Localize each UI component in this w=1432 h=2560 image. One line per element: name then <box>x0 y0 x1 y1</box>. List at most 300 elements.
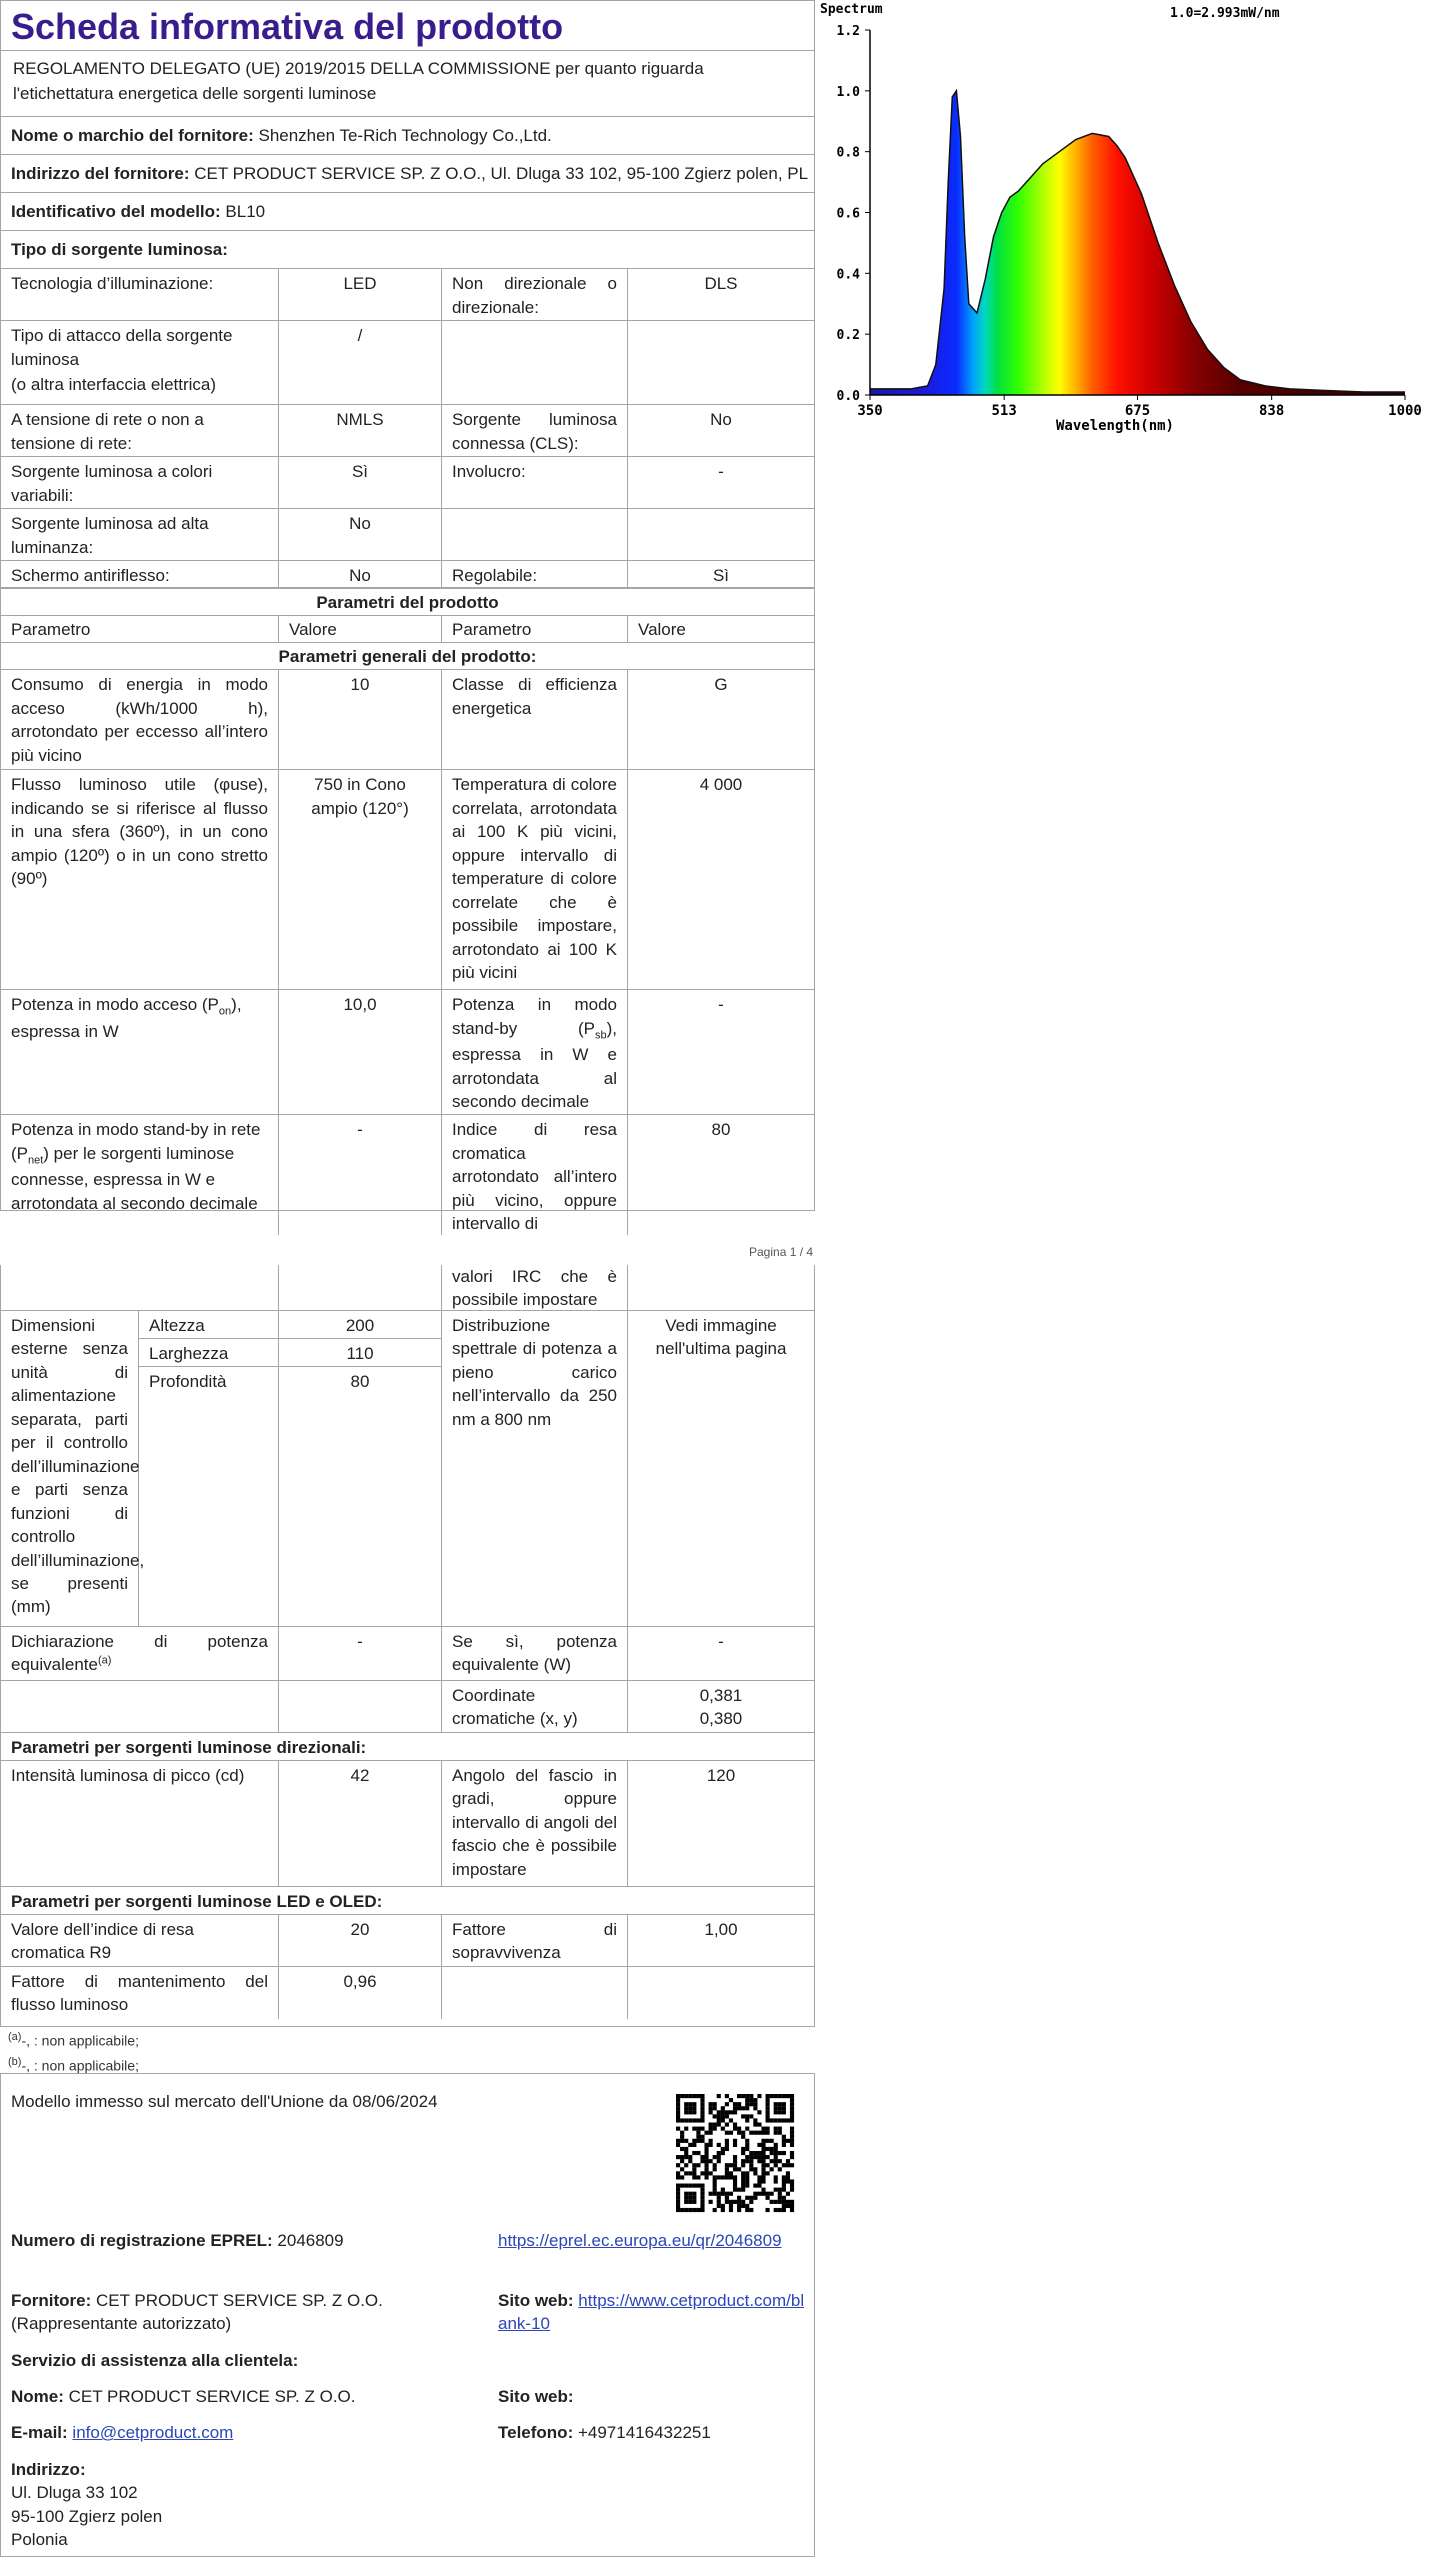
qr-module <box>761 2155 765 2159</box>
website-label: Sito web: <box>498 2291 574 2310</box>
qr-module <box>713 2192 717 2196</box>
row-label: Involucro: <box>442 457 628 508</box>
qr-module <box>737 2204 741 2208</box>
qr-module <box>717 2143 721 2147</box>
qr-module <box>741 2175 745 2179</box>
row-label <box>442 321 628 404</box>
qr-module <box>778 2151 782 2155</box>
qr-module <box>757 2192 761 2196</box>
qr-module <box>680 2167 684 2171</box>
qr-module <box>725 2139 729 2143</box>
row-label: Fattore di mantenimento del flusso luminoso <box>1 1967 279 2019</box>
registration-footer <box>0 2073 815 2557</box>
qr-module <box>757 2110 761 2114</box>
eprel-label: Numero di registrazione EPREL: <box>11 2231 273 2250</box>
qr-module <box>774 2110 778 2114</box>
qr-module <box>774 2147 778 2151</box>
qr-module <box>733 2159 737 2163</box>
qr-module <box>741 2135 745 2139</box>
qr-module <box>778 2188 782 2192</box>
qr-module <box>717 2118 721 2122</box>
row-value: 1,00 <box>704 1920 738 1939</box>
qr-module <box>766 2110 770 2114</box>
qr-module <box>778 2106 782 2110</box>
qr-module <box>741 2171 745 2175</box>
qr-module <box>778 2131 782 2135</box>
qr-module <box>737 2127 741 2131</box>
qr-module <box>721 2188 725 2192</box>
qr-module <box>741 2106 745 2110</box>
qr-module <box>745 2204 749 2208</box>
col-header-param: Parametro <box>442 616 628 642</box>
qr-module <box>729 2208 733 2212</box>
qr-module <box>753 2192 757 2196</box>
row-label: Potenza in modo stand-by $(P_{sb})$, espressa in W e arrotondata al secondo decimale <box>442 990 628 1114</box>
qr-module <box>676 2106 680 2110</box>
email-link[interactable]: info@cetproduct.com <box>72 2423 234 2442</box>
qr-module <box>700 2094 704 2098</box>
qr-module <box>766 2208 770 2212</box>
qr-module <box>733 2143 737 2147</box>
row-value: 10 <box>279 670 442 769</box>
row-value: G <box>714 675 728 695</box>
qr-module <box>782 2135 786 2139</box>
footnote-a: $^{(a)}$-, : non applicabile; <box>8 2031 139 2049</box>
qr-module <box>774 2163 778 2167</box>
qr-module <box>676 2094 680 2098</box>
qr-module <box>766 2094 770 2098</box>
chart-annotation: 1.0=2.993mW/nm <box>1170 6 1280 21</box>
qr-module <box>770 2094 774 2098</box>
depth-label: Profondità <box>139 1367 279 1626</box>
table-row <box>1 405 814 457</box>
qr-module <box>749 2114 753 2118</box>
row-value: DLS <box>704 274 738 294</box>
qr-module <box>692 2110 696 2114</box>
qr-module <box>700 2102 704 2106</box>
supplier-name-row <box>1 117 814 155</box>
qr-module <box>745 2159 749 2163</box>
qr-module <box>745 2171 749 2175</box>
qr-module <box>770 2147 774 2151</box>
y-tick-label: 0.0 <box>836 389 860 404</box>
row-value: No <box>279 561 442 587</box>
row-label: Se sì, potenza equivalente (W) <box>442 1627 628 1680</box>
qr-module <box>790 2155 794 2159</box>
qr-module <box>761 2192 765 2196</box>
qr-module <box>741 2131 745 2135</box>
row-label: Indice di resa cromatica arrotondato all’intero più vicino, oppure intervallo di <box>442 1115 628 1235</box>
qr-module <box>709 2127 713 2131</box>
qr-module <box>753 2122 757 2126</box>
qr-module <box>782 2179 786 2183</box>
qr-module <box>745 2184 749 2188</box>
source-type-heading: Tipo di sorgente luminosa: <box>11 240 228 260</box>
qr-module <box>692 2163 696 2167</box>
qr-module <box>782 2175 786 2179</box>
x-axis-label: Wavelength(nm) <box>1055 418 1175 434</box>
led-heading: Parametri per sorgenti luminose LED e OLED: <box>11 1892 383 1911</box>
qr-module <box>688 2094 692 2098</box>
qr-module <box>700 2155 704 2159</box>
qr-module <box>790 2094 794 2098</box>
qr-module <box>741 2163 745 2167</box>
qr-module <box>749 2167 753 2171</box>
model-label: Identificativo del modello: <box>11 202 221 222</box>
qr-module <box>676 2175 680 2179</box>
qr-module <box>704 2167 708 2171</box>
qr-module <box>721 2114 725 2118</box>
qr-module <box>725 2110 729 2114</box>
qr-module <box>700 2171 704 2175</box>
qr-module <box>700 2135 704 2139</box>
qr-module <box>692 2167 696 2171</box>
qr-module <box>709 2159 713 2163</box>
qr-module <box>766 2106 770 2110</box>
qr-module <box>676 2204 680 2208</box>
qr-module <box>725 2122 729 2126</box>
qr-module <box>778 2192 782 2196</box>
qr-module <box>761 2139 765 2143</box>
qr-module <box>713 2179 717 2183</box>
qr-module <box>688 2200 692 2204</box>
qr-module <box>725 2192 729 2196</box>
qr-module <box>749 2151 753 2155</box>
qr-module <box>684 2094 688 2098</box>
qr-module <box>725 2196 729 2200</box>
qr-module <box>696 2131 700 2135</box>
document-title: Scheda informativa del prodotto <box>11 6 564 47</box>
qr-module <box>717 2175 721 2179</box>
qr-module <box>782 2163 786 2167</box>
qr-module <box>753 2106 757 2110</box>
qr-module <box>741 2204 745 2208</box>
qr-module <box>766 2127 770 2131</box>
qr-module <box>721 2192 725 2196</box>
qr-module <box>704 2171 708 2175</box>
row-label: Non direzionale o direzionale: <box>442 269 628 320</box>
qr-module <box>700 2200 704 2204</box>
address-label: Indirizzo: <box>11 2460 86 2479</box>
qr-module <box>741 2159 745 2163</box>
height-label: Altezza <box>139 1311 279 1338</box>
qr-module <box>721 2175 725 2179</box>
qr-module <box>717 2155 721 2159</box>
row-label: Classe di efficienza energetica <box>442 670 628 769</box>
qr-module <box>790 2179 794 2183</box>
qr-module <box>737 2196 741 2200</box>
model-value: BL10 <box>225 202 266 222</box>
dimensions-row <box>1 1311 814 1627</box>
qr-module <box>713 2175 717 2179</box>
row-value: LED <box>279 269 442 320</box>
qr-module <box>725 2163 729 2167</box>
qr-module <box>757 2151 761 2155</box>
qr-module <box>745 2208 749 2212</box>
qr-module <box>676 2163 680 2167</box>
qr-module <box>692 2208 696 2212</box>
qr-module <box>729 2200 733 2204</box>
qr-module <box>753 2167 757 2171</box>
qr-module <box>761 2188 765 2192</box>
y-tick-label: 1.2 <box>836 24 860 39</box>
qr-module <box>688 2118 692 2122</box>
qr-module <box>721 2204 725 2208</box>
qr-module <box>696 2139 700 2143</box>
row-label: valori IRC che è possibile impostare <box>442 1265 628 1310</box>
qr-module <box>696 2127 700 2131</box>
col-header-param: Parametro <box>1 616 279 642</box>
qr-module <box>790 2204 794 2208</box>
table-row <box>1 670 814 770</box>
table-row <box>1 561 814 589</box>
qr-module <box>778 2110 782 2114</box>
qr-module <box>782 2118 786 2122</box>
qr-module <box>745 2118 749 2122</box>
qr-code[interactable] <box>676 2094 794 2212</box>
qr-module <box>766 2155 770 2159</box>
qr-module <box>786 2179 790 2183</box>
qr-module <box>713 2184 717 2188</box>
qr-module <box>700 2192 704 2196</box>
qr-module <box>696 2118 700 2122</box>
qr-module <box>684 2151 688 2155</box>
table-row <box>1 1967 814 2019</box>
qr-module <box>766 2171 770 2175</box>
qr-module <box>761 2171 765 2175</box>
eprel-link[interactable]: https://eprel.ec.europa.eu/qr/2046809 <box>498 2231 782 2250</box>
qr-module <box>725 2102 729 2106</box>
qr-module <box>766 2118 770 2122</box>
y-tick-label: 0.4 <box>836 267 860 283</box>
qr-module <box>733 2200 737 2204</box>
qr-module <box>778 2118 782 2122</box>
qr-module <box>684 2106 688 2110</box>
qr-module <box>786 2118 790 2122</box>
qr-module <box>790 2188 794 2192</box>
qr-module <box>680 2139 684 2143</box>
qr-module <box>680 2159 684 2163</box>
qr-module <box>766 2196 770 2200</box>
qr-module <box>692 2171 696 2175</box>
row-label: Angolo del fascio in gradi, oppure intervallo di angoli del fascio che è possibile impostare <box>442 1761 628 1886</box>
qr-module <box>786 2163 790 2167</box>
qr-module <box>761 2159 765 2163</box>
qr-module <box>741 2200 745 2204</box>
row-label: Consumo di energia in modo acceso (kWh/1000 h), arrotondato per eccesso all’intero più vicino <box>1 670 279 769</box>
row-label: Fattore di sopravvivenza <box>442 1915 628 1966</box>
depth-value: 80 <box>350 1372 370 1391</box>
qr-module <box>782 2106 786 2110</box>
qr-module <box>790 2200 794 2204</box>
row-label: Sorgente luminosa connessa (CLS): <box>442 405 628 456</box>
row-value: 10,0 <box>279 990 442 1114</box>
phone-value: +4971416432251 <box>577 2423 711 2442</box>
qr-module <box>692 2184 696 2188</box>
qr-module <box>680 2094 684 2098</box>
qr-module <box>774 2102 778 2106</box>
qr-module <box>733 2167 737 2171</box>
y-tick-label: 0.8 <box>836 145 860 161</box>
qr-module <box>786 2175 790 2179</box>
chroma-y-value: 0,380 <box>699 1709 743 1729</box>
qr-module <box>717 2204 721 2208</box>
qr-module <box>676 2110 680 2114</box>
qr-module <box>725 2167 729 2171</box>
qr-module <box>713 2163 717 2167</box>
qr-module <box>688 2192 692 2196</box>
qr-module <box>733 2179 737 2183</box>
qr-module <box>676 2127 680 2131</box>
qr-module <box>737 2167 741 2171</box>
row-label: Tipo di attacco della sorgente luminosa <box>11 326 233 369</box>
qr-module <box>704 2163 708 2167</box>
qr-module <box>676 2196 680 2200</box>
qr-module <box>725 2175 729 2179</box>
qr-module <box>700 2196 704 2200</box>
qr-module <box>729 2204 733 2208</box>
row-label: A tensione di rete o non a tensione di rete: <box>1 405 279 456</box>
qr-module <box>733 2122 737 2126</box>
qr-module <box>684 2192 688 2196</box>
qr-module <box>696 2151 700 2155</box>
qr-module <box>680 2208 684 2212</box>
qr-module <box>790 2184 794 2188</box>
qr-module <box>700 2159 704 2163</box>
qr-module <box>733 2184 737 2188</box>
qr-module <box>709 2171 713 2175</box>
qr-module <box>696 2184 700 2188</box>
qr-module <box>766 2131 770 2135</box>
qr-module <box>766 2147 770 2151</box>
qr-module <box>721 2127 725 2131</box>
x-tick-label: 838 <box>1259 403 1285 419</box>
y-tick-label: 0.6 <box>836 206 860 222</box>
qr-module <box>733 2110 737 2114</box>
qr-module <box>696 2135 700 2139</box>
qr-module <box>704 2151 708 2155</box>
qr-module <box>782 2196 786 2200</box>
qr-module <box>737 2188 741 2192</box>
qr-module <box>684 2155 688 2159</box>
qr-module <box>745 2139 749 2143</box>
qr-module <box>729 2131 733 2135</box>
qr-module <box>713 2102 717 2106</box>
qr-module <box>725 2114 729 2118</box>
qr-module <box>774 2143 778 2147</box>
qr-module <box>778 2208 782 2212</box>
table-row <box>1 770 814 990</box>
width-label: Larghezza <box>139 1339 279 1366</box>
qr-module <box>713 2188 717 2192</box>
qr-module <box>717 2196 721 2200</box>
qr-module <box>676 2143 680 2147</box>
table-row <box>1 1627 814 1681</box>
chart-title: Spectrum <box>820 2 883 17</box>
width-value: 110 <box>346 1344 374 1363</box>
qr-module <box>680 2135 684 2139</box>
y-axis-ticks <box>837 24 870 404</box>
qr-module <box>745 2179 749 2183</box>
qr-module <box>692 2106 696 2110</box>
qr-module <box>790 2139 794 2143</box>
height-value: 200 <box>345 1316 375 1335</box>
qr-module <box>774 2127 778 2131</box>
row-label: Regolabile: <box>442 561 628 587</box>
qr-module <box>782 2094 786 2098</box>
row-label: Potenza in modo stand-by in rete $(P_{net})$ per le sorgenti luminose connesse, espressa in W e arrotondata al secondo decimale <box>1 1115 279 1235</box>
qr-module <box>717 2122 721 2126</box>
qr-module <box>761 2175 765 2179</box>
qr-module <box>733 2188 737 2192</box>
qr-module <box>745 2143 749 2147</box>
qr-module <box>700 2118 704 2122</box>
qr-module <box>680 2147 684 2151</box>
qr-module <box>786 2139 790 2143</box>
row-value: 4 000 <box>699 775 743 795</box>
qr-module <box>761 2127 765 2131</box>
row-value <box>628 321 814 404</box>
service-website-label: Sito web: <box>498 2387 574 2406</box>
qr-module <box>709 2131 713 2135</box>
qr-module <box>786 2204 790 2208</box>
regulation-row <box>1 51 814 117</box>
qr-module <box>700 2188 704 2192</box>
row-value: 42 <box>279 1761 442 1886</box>
qr-module <box>713 2127 717 2131</box>
qr-module <box>704 2147 708 2151</box>
qr-module <box>696 2175 700 2179</box>
qr-module <box>676 2184 680 2188</box>
datasheet-page-2 <box>0 1265 815 2027</box>
table-row <box>1 1915 814 1967</box>
qr-module <box>700 2208 704 2212</box>
qr-module <box>761 2143 765 2147</box>
row-label: Potenza in modo acceso $(P_{on})$, espressa in W <box>1 990 279 1114</box>
qr-module <box>749 2155 753 2159</box>
row-value: 750 in Cono ampio (120°) <box>279 770 442 989</box>
qr-module <box>709 2102 713 2106</box>
row-value: NMLS <box>279 405 442 456</box>
qr-module <box>692 2192 696 2196</box>
row-value: No <box>279 509 442 560</box>
phone-label: Telefono: <box>498 2423 574 2442</box>
qr-module <box>753 2102 757 2106</box>
qr-module <box>741 2188 745 2192</box>
qr-module <box>790 2135 794 2139</box>
qr-module <box>721 2110 725 2114</box>
qr-module <box>700 2127 704 2131</box>
row-value: - <box>279 1115 442 1235</box>
qr-module <box>729 2192 733 2196</box>
qr-module <box>704 2155 708 2159</box>
qr-module <box>709 2106 713 2110</box>
qr-module <box>778 2159 782 2163</box>
dimensions-label: Dimensioni esterne senza unità di alimentazione separata, parti per il controllo dell’illuminazione e parti senza funzioni di controllo dell’illuminazione, se presenti (mm) <box>1 1311 139 1626</box>
qr-module <box>717 2159 721 2163</box>
qr-module <box>721 2106 725 2110</box>
qr-module <box>700 2114 704 2118</box>
qr-module <box>684 2163 688 2167</box>
supplier-address-value: CET PRODUCT SERVICE SP. Z O.O., Ul. Dluga 33 102, 95-100 Zgierz polen, PL <box>194 164 809 184</box>
qr-module <box>688 2171 692 2175</box>
qr-module <box>688 2106 692 2110</box>
qr-module <box>684 2110 688 2114</box>
qr-module <box>778 2102 782 2106</box>
website-link[interactable]: https://www.cetproduct.com/blank-10 <box>498 2291 805 2334</box>
qr-module <box>733 2155 737 2159</box>
row-value: 0,96 <box>279 1967 442 2019</box>
